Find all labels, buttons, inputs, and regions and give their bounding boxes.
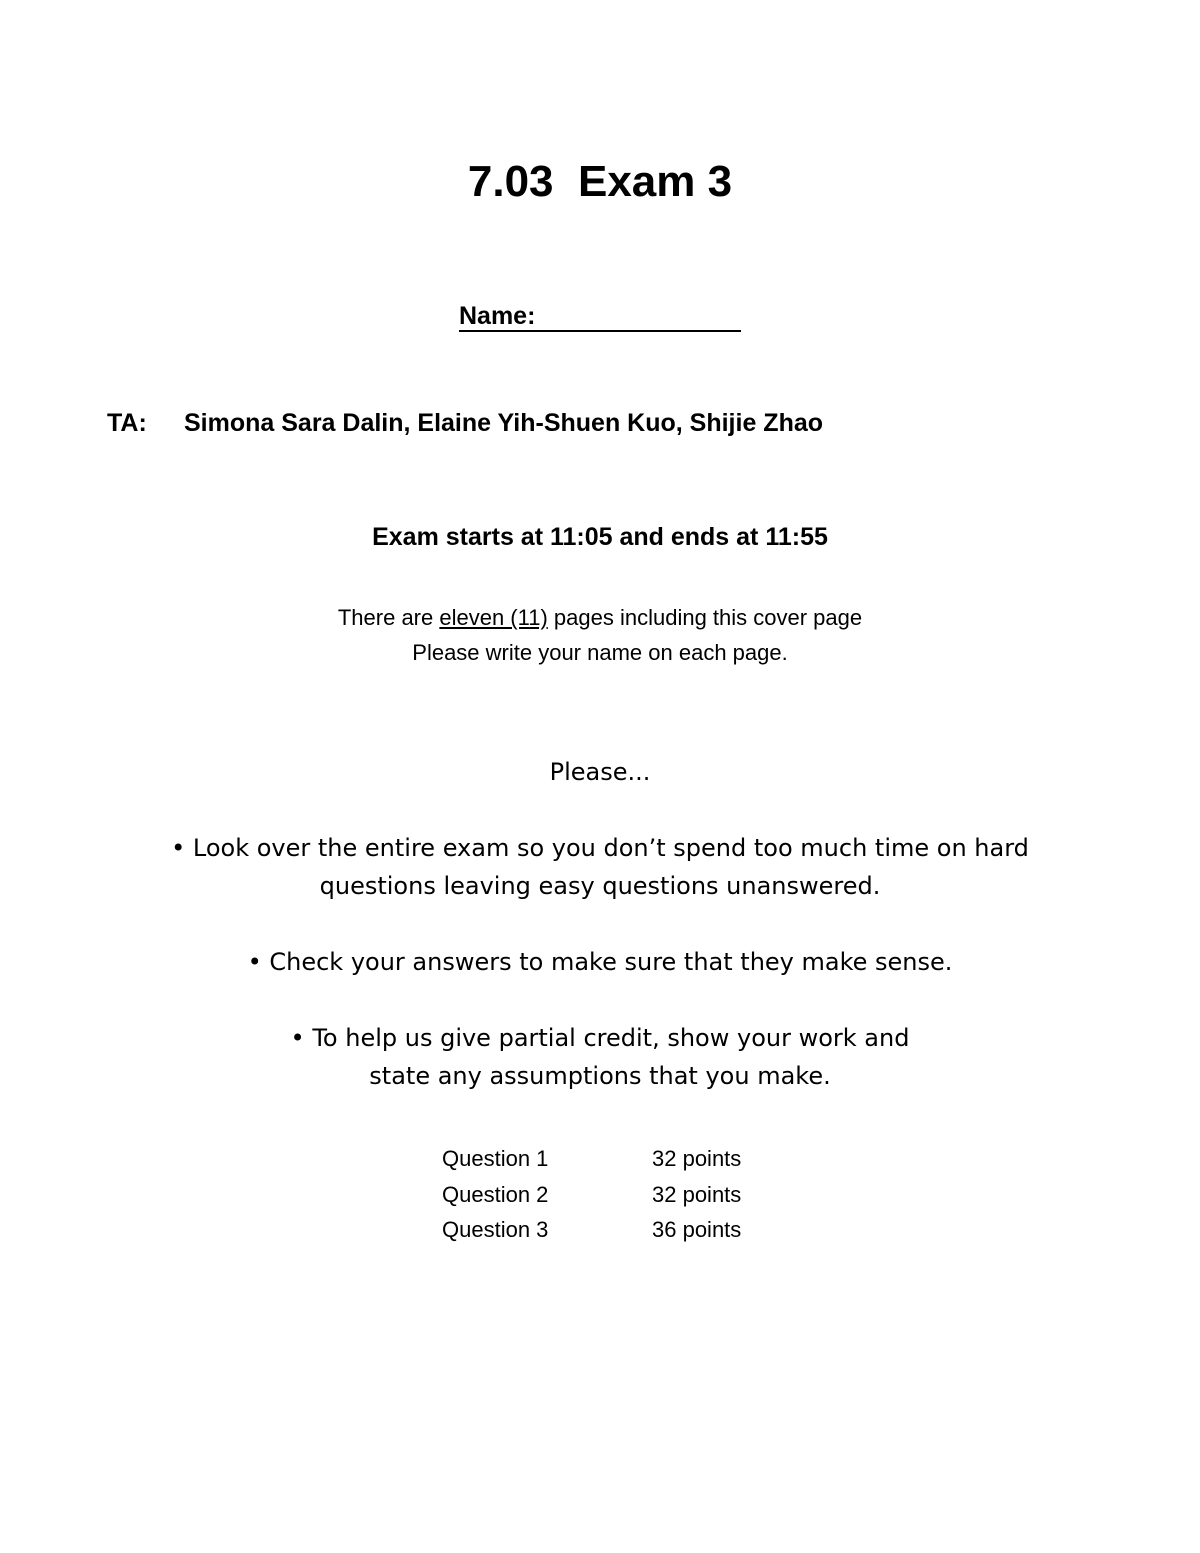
question-points: 32 points — [652, 1146, 742, 1171]
page-count: eleven (11) — [439, 605, 548, 630]
question-label: Question 3 — [442, 1217, 549, 1242]
pages-info-line2: Please write your name on each page. — [412, 640, 788, 665]
exam-title: 7.03 Exam 3 — [467, 157, 733, 206]
question-label: Question 1 — [442, 1146, 549, 1171]
points-row — [442, 1212, 741, 1248]
name-field[interactable] — [459, 303, 741, 332]
instructions-intro: Please... — [549, 758, 651, 786]
question-label: Question 2 — [442, 1181, 549, 1207]
exam-time: Exam starts at 11:05 and ends at 11:55 — [372, 523, 828, 551]
instruction-bullet-1-line-2: questions leaving easy questions unanswered. — [319, 872, 881, 900]
name-label: Name: — [459, 302, 536, 330]
pages-info-suffix: pages including this cover page — [547, 605, 863, 630]
instruction-bullet-3-line-1: • To help us give partial credit, show your work and — [290, 1024, 910, 1052]
instruction-bullet-3-line-2: state any assumptions that you make. — [369, 1062, 831, 1090]
ta-row — [107, 408, 823, 438]
points-row — [442, 1141, 741, 1177]
instructions — [0, 753, 1200, 1095]
question-points: 36 points — [652, 1217, 742, 1242]
points-table — [442, 1141, 741, 1248]
pages-info — [0, 600, 1200, 670]
ta-names: Simona Sara Dalin, Elaine Yih-Shuen Kuo, Shijie Zhao — [184, 409, 824, 437]
pages-info-prefix: There are — [337, 605, 440, 630]
instruction-bullet-2: • Check your answers to make sure that they make sense. — [247, 948, 953, 976]
question-points: 32 points — [652, 1181, 742, 1207]
instruction-bullet-1-line-1: • Look over the entire exam so you don’t spend too much time on hard — [171, 834, 1029, 862]
points-row — [442, 1177, 741, 1213]
ta-label: TA: — [107, 409, 147, 437]
pages-info-line1 — [0, 600, 1200, 635]
